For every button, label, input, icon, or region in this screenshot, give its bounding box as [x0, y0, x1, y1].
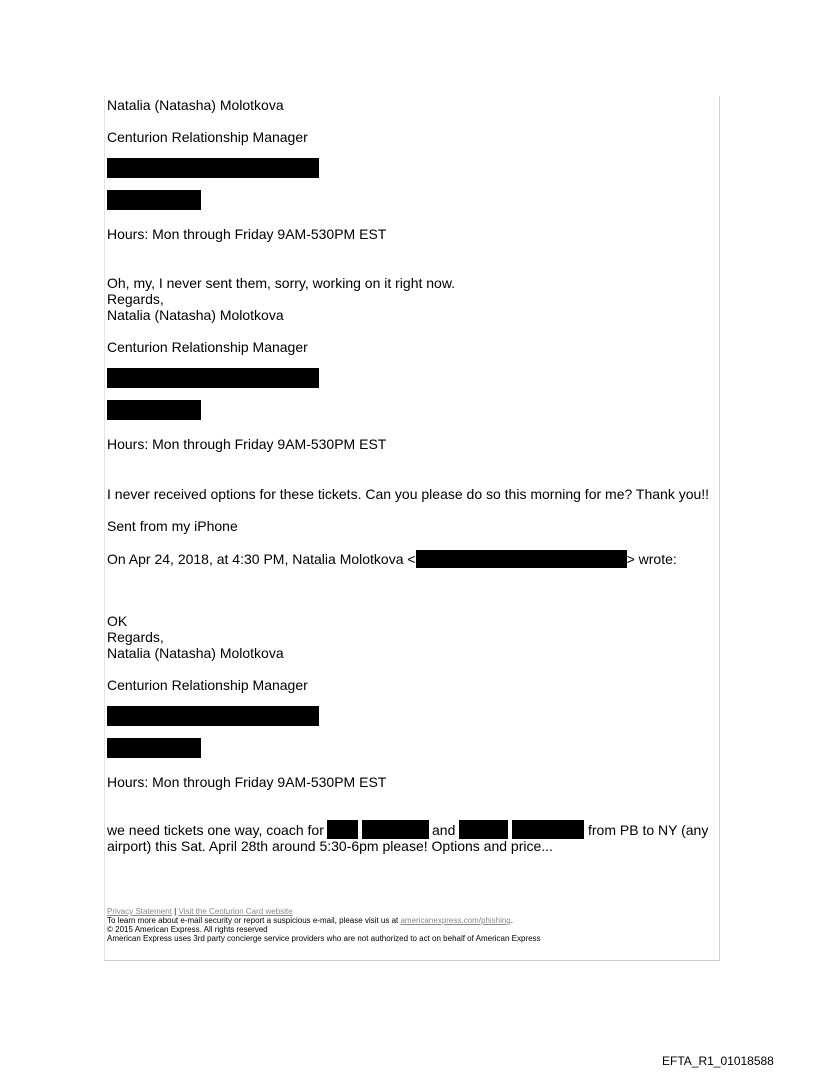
signature-name: Natalia (Natasha) Molotkova: [107, 97, 284, 113]
message-line-part: and: [432, 822, 456, 838]
redaction-email: [416, 550, 627, 568]
phishing-text: To learn more about e-mail security or report a suspicious e-mail, please visit us at: [107, 916, 401, 925]
message-closing: Regards,: [107, 291, 164, 307]
signature-hours: Hours: Mon through Friday 9AM-530PM EST: [107, 226, 387, 242]
message-body: Oh, my, I never sent them, sorry, working on it right now.: [107, 275, 456, 291]
redaction-extension: [107, 400, 201, 420]
phishing-link[interactable]: americanexpress.com/phishing: [400, 916, 511, 925]
footer-links: [107, 907, 293, 916]
message-line: airport) this Sat. April 28th around 5:30-6pm please! Options and price...: [107, 838, 553, 854]
quote-suffix: > wrote:: [626, 551, 677, 567]
signature-name: Natalia (Natasha) Molotkova: [107, 307, 284, 323]
redaction-name: [459, 820, 508, 839]
footer-copyright: © 2015 American Express. All rights reserved: [107, 925, 268, 934]
quote-header: [107, 550, 677, 568]
message-line-part: from PB to NY (any: [588, 822, 709, 838]
redaction-phone: [107, 706, 319, 726]
centurion-website-link[interactable]: Visit the Centurion Card website: [178, 907, 293, 916]
footer-separator: |: [171, 907, 179, 916]
redaction-name: [327, 820, 358, 839]
quote-prefix: On Apr 24, 2018, at 4:30 PM, Natalia Molotkova <: [107, 551, 416, 567]
privacy-statement-link[interactable]: Privacy Statement: [107, 907, 172, 916]
footer-phishing: [107, 916, 513, 925]
signature-hours: Hours: Mon through Friday 9AM-530PM EST: [107, 774, 387, 790]
signature-hours: Hours: Mon through Friday 9AM-530PM EST: [107, 436, 387, 452]
redaction-phone: [107, 368, 319, 388]
message-line-part: we need tickets one way, coach for: [107, 822, 324, 838]
redaction-name: [512, 820, 584, 839]
signature-title: Centurion Relationship Manager: [107, 339, 308, 355]
message-closing: Regards,: [107, 629, 164, 645]
document-id: EFTA_R1_01018588: [662, 1054, 774, 1068]
redaction-extension: [107, 190, 201, 210]
redaction-phone: [107, 158, 319, 178]
signature-title: Centurion Relationship Manager: [107, 677, 308, 693]
sent-from-line: Sent from my iPhone: [107, 518, 238, 534]
signature-name: Natalia (Natasha) Molotkova: [107, 645, 284, 661]
message-body: OK: [107, 613, 128, 629]
phishing-end: .: [510, 916, 513, 925]
signature-title: Centurion Relationship Manager: [107, 129, 308, 145]
message-body: I never received options for these tickets. Can you please do so this morning for me? Thank you!!: [107, 486, 710, 502]
redaction-extension: [107, 738, 201, 758]
footer-disclaimer: American Express uses 3rd party concierge service providers who are not authorized to act on behalf of American Express: [107, 934, 541, 943]
redaction-name: [362, 820, 429, 839]
